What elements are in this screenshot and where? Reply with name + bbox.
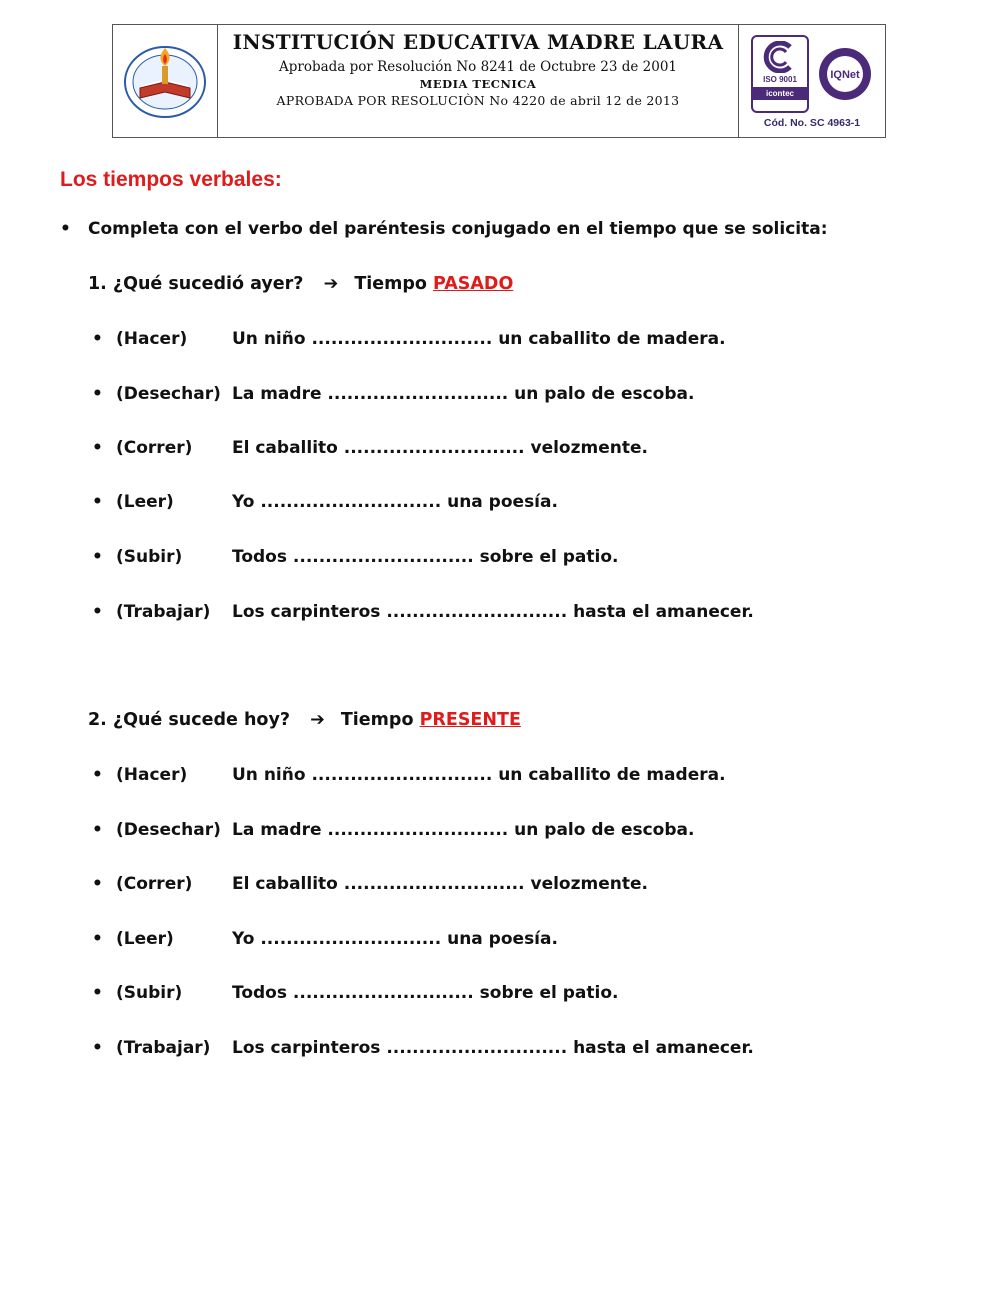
exercise-sentence: Un niño ............................ un caballito de madera. — [232, 765, 726, 785]
iso-label: ISO 9001 — [763, 75, 797, 84]
certification-cell — [739, 25, 885, 137]
document-header — [112, 24, 886, 138]
exercise-sentence: Todos ............................ sobre el patio. — [232, 983, 619, 1003]
tiempo-label: Tiempo — [340, 710, 414, 730]
bullet-icon: • — [92, 820, 103, 840]
exercise-sentence: La madre ............................ un palo de escoba. — [232, 384, 695, 404]
verb-hint: (Subir) — [116, 983, 183, 1003]
school-logo-cell — [113, 25, 218, 137]
icontec-label: icontec — [753, 87, 807, 100]
section-question: ¿Qué sucede hoy? — [112, 710, 291, 730]
exercise-item — [92, 1038, 754, 1058]
exercise-item — [92, 820, 694, 840]
bullet-icon: • — [92, 602, 103, 622]
exercise-item — [92, 602, 754, 622]
exercise-item — [92, 983, 618, 1003]
school-crest-logo — [122, 42, 208, 120]
exercise-item — [92, 547, 618, 567]
bullet-icon: • — [92, 983, 103, 1003]
exercise-sentence: Un niño ............................ un caballito de madera. — [232, 329, 726, 349]
exercise-sentence: Yo ............................ una poesía. — [232, 929, 558, 949]
bullet-icon: • — [92, 1038, 103, 1058]
arrow-right-icon: ➔ — [310, 710, 325, 730]
resolution-line-1: Aprobada por Resolución No 8241 de Octubre 23 de 2001 — [278, 59, 678, 75]
exercise-item — [92, 492, 558, 512]
iqnet-seal-icon — [817, 46, 873, 102]
arrow-right-icon: ➔ — [323, 274, 339, 294]
exercise-sentence: Los carpinteros ............................ hasta el amanecer. — [232, 1038, 754, 1058]
verb-hint: (Hacer) — [116, 765, 188, 785]
certification-logos — [751, 35, 873, 113]
section-2-heading — [88, 710, 521, 730]
verb-hint: (Subir) — [116, 547, 183, 567]
exercise-sentence: El caballito ............................ velozmente. — [232, 874, 648, 894]
bullet-icon: • — [92, 492, 103, 512]
certificate-code: Cód. No. SC 4963-1 — [763, 117, 861, 129]
tense-label: PRESENTE — [419, 710, 521, 730]
exercise-item — [92, 329, 726, 349]
verb-hint: (Trabajar) — [116, 602, 211, 622]
icontec-swirl-icon — [760, 41, 800, 73]
verb-hint: (Leer) — [116, 929, 174, 949]
instruction-text: Completa con el verbo del paréntesis conjugado en el tiempo que se solicita: — [88, 219, 828, 239]
iqnet-label: IQNet — [830, 69, 860, 81]
bullet-icon: • — [92, 438, 103, 458]
bullet-icon: • — [92, 874, 103, 894]
verb-hint: (Trabajar) — [116, 1038, 211, 1058]
institution-name: INSTITUCIÓN EDUCATIVA MADRE LAURA — [232, 30, 724, 54]
exercise-sentence: La madre ............................ un palo de escoba. — [232, 820, 695, 840]
section-question: ¿Qué sucedió ayer? — [112, 274, 304, 294]
worksheet-title: Los tiempos verbales: — [60, 168, 282, 191]
verb-hint: (Desechar) — [116, 384, 221, 404]
section-number: 2. — [88, 710, 107, 730]
exercise-item — [92, 384, 694, 404]
media-tecnica-label: MEDIA TECNICA — [419, 77, 537, 91]
exercise-sentence: El caballito ............................ velozmente. — [232, 438, 648, 458]
resolution-line-2: APROBADA POR RESOLUCIÒN No 4220 de abril 12 de 2013 — [276, 93, 680, 108]
icontec-logo — [751, 35, 809, 113]
verb-hint: (Hacer) — [116, 329, 188, 349]
exercise-item — [92, 765, 726, 785]
exercise-item — [92, 438, 648, 458]
verb-hint: (Leer) — [116, 492, 174, 512]
bullet-icon: • — [92, 765, 103, 785]
exercise-sentence: Todos ............................ sobre el patio. — [232, 547, 619, 567]
bullet-icon: • — [92, 384, 103, 404]
tiempo-label: Tiempo — [354, 274, 427, 294]
exercise-sentence: Los carpinteros ............................ hasta el amanecer. — [232, 602, 754, 622]
exercise-sentence: Yo ............................ una poesía. — [232, 492, 558, 512]
bullet-icon: • — [60, 219, 71, 239]
exercise-item — [92, 929, 558, 949]
bullet-icon: • — [92, 329, 103, 349]
section-1-heading — [88, 274, 513, 294]
instruction — [60, 219, 828, 239]
bullet-icon: • — [92, 547, 103, 567]
verb-hint: (Correr) — [116, 874, 193, 894]
section-number: 1. — [88, 274, 107, 294]
tense-label: PASADO — [433, 274, 514, 294]
verb-hint: (Correr) — [116, 438, 193, 458]
exercise-item — [92, 874, 648, 894]
bullet-icon: • — [92, 929, 103, 949]
verb-hint: (Desechar) — [116, 820, 221, 840]
institution-info — [218, 25, 739, 137]
